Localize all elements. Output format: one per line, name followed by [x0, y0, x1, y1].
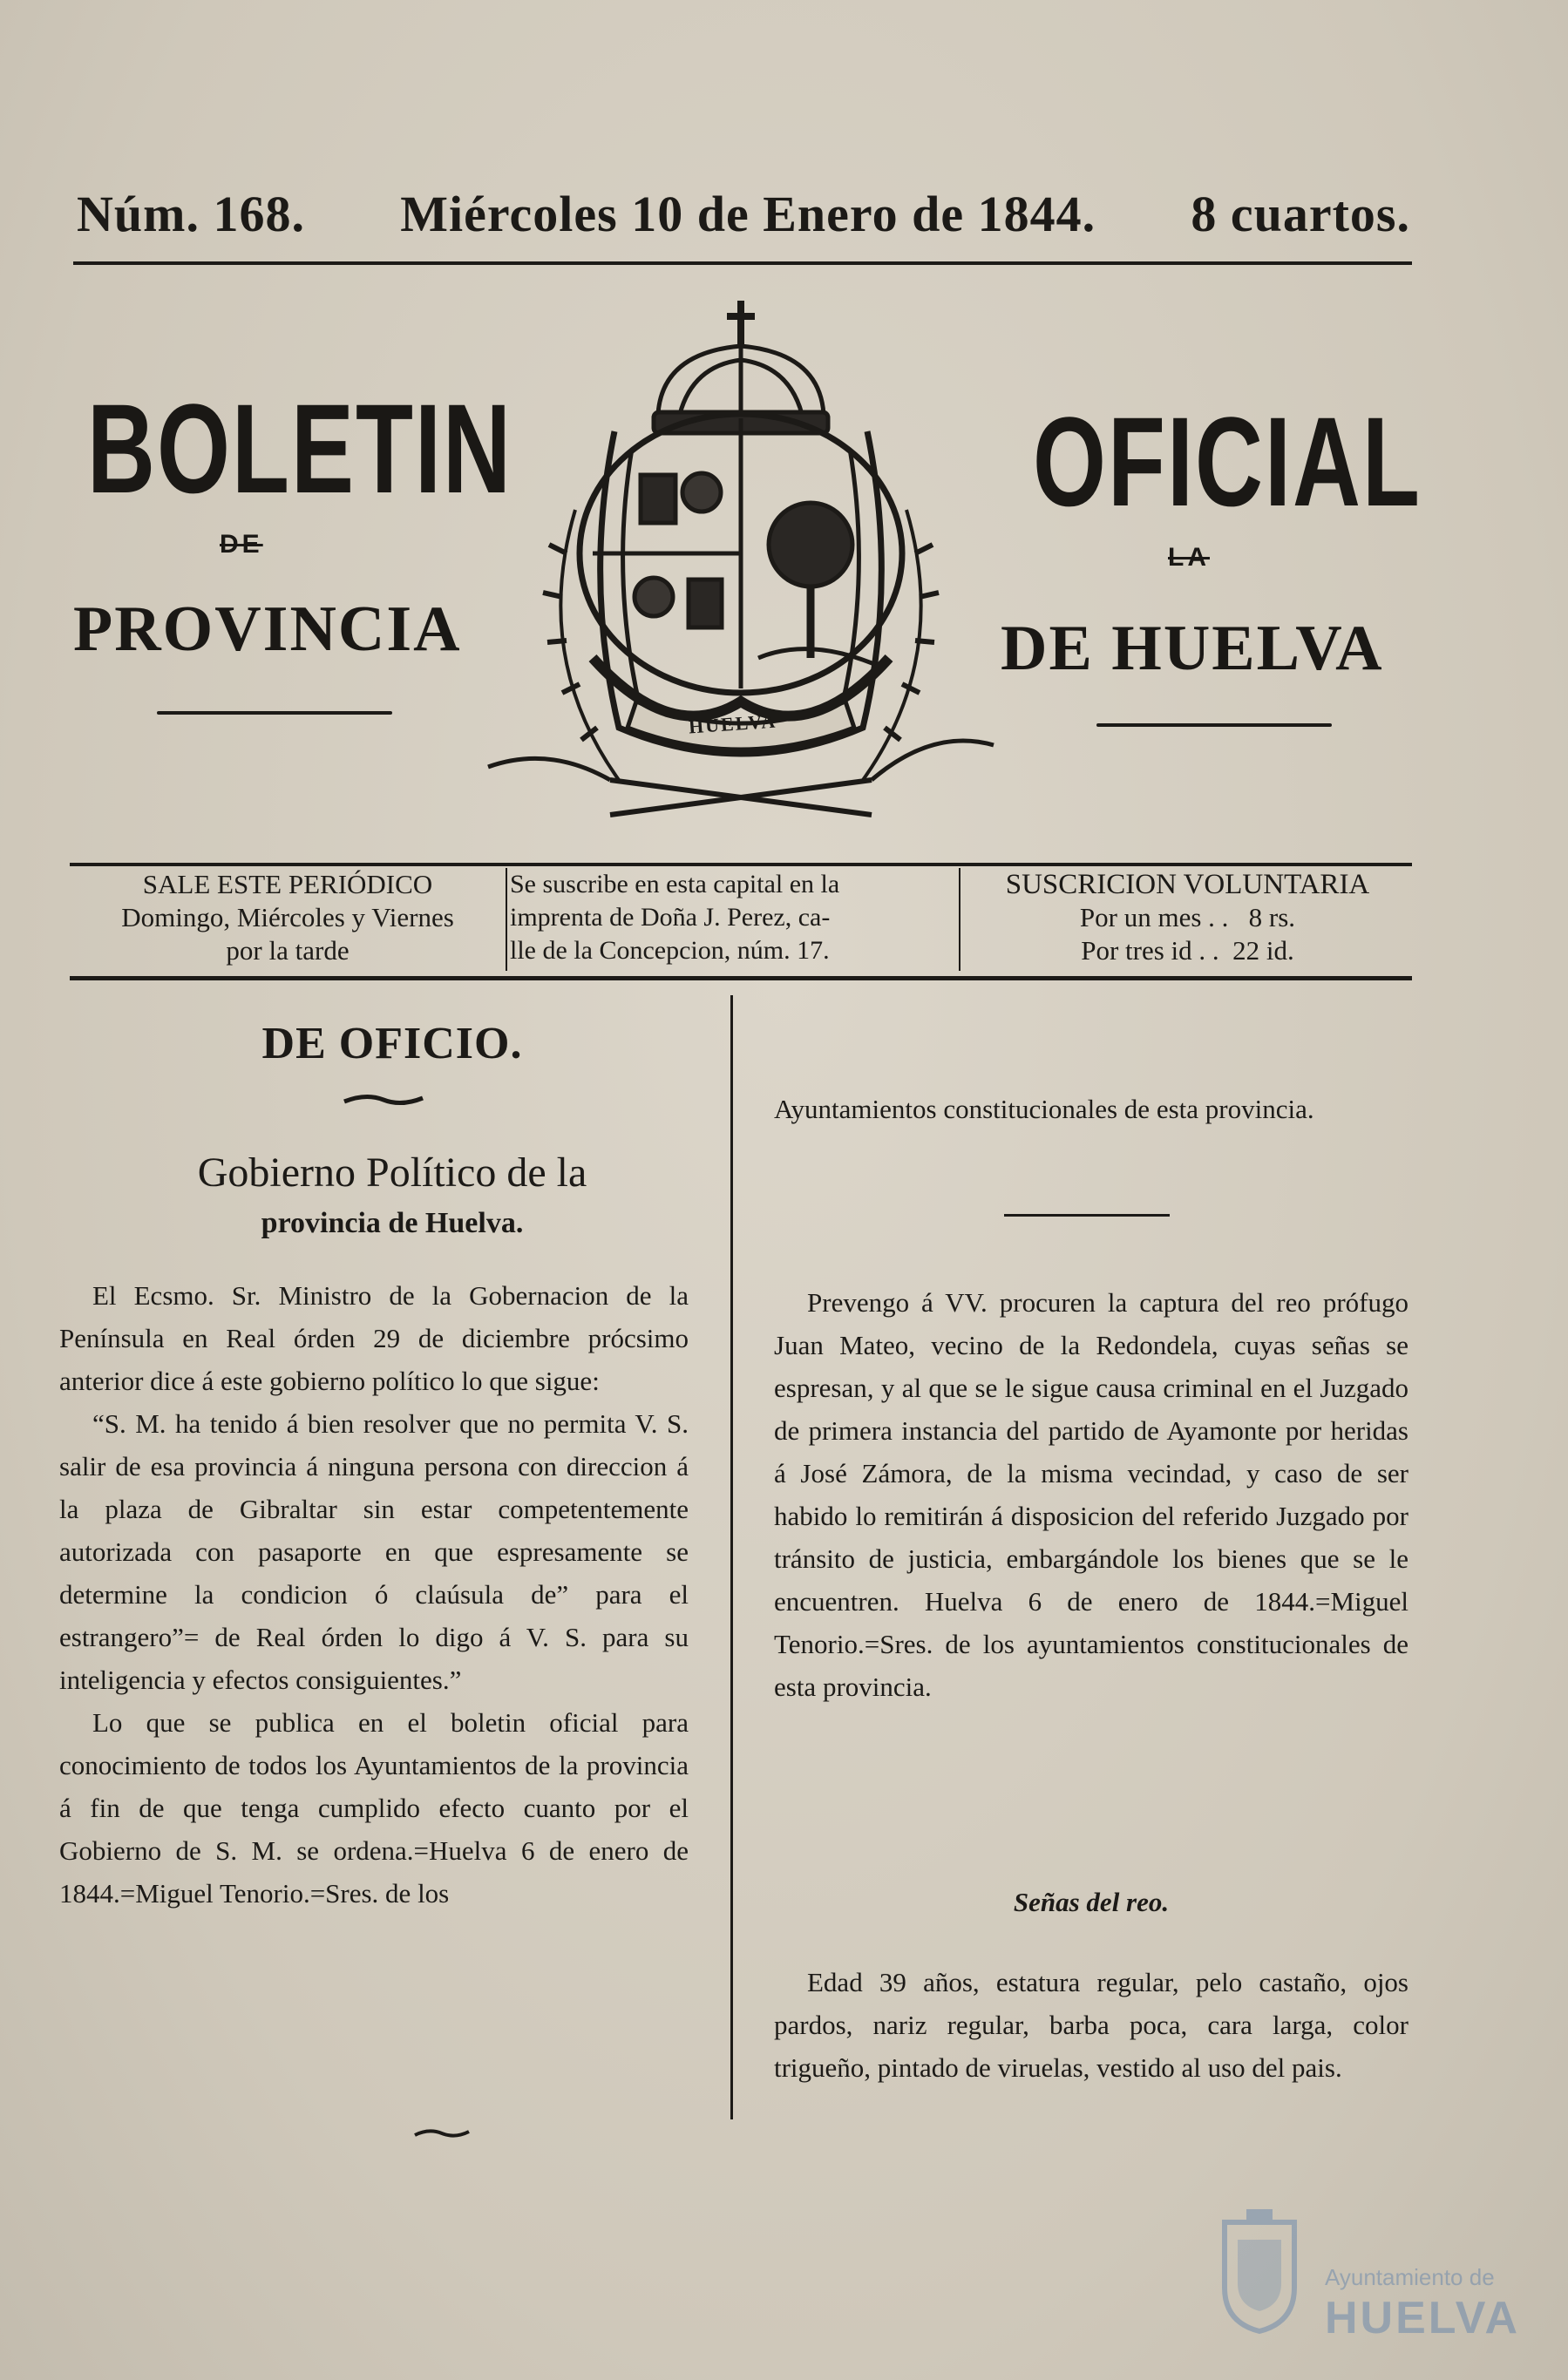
footer-ornament-icon — [411, 2126, 472, 2140]
left-paragraph: Lo que se publica en el boletin oficial para conocimiento de todos los Ayuntamientos de la provincia á fin de que tenga cumplido efecto cuanto por el Gobierno de S. M. se ordena.=Huelva 6 de enero de 1844.=Miguel Tenorio.=Sres. de los — [59, 1707, 689, 1909]
subscription-box — [70, 863, 1412, 985]
sub-col-schedule-title: SALE ESTE PERIÓDICO — [142, 869, 433, 899]
column-divider — [730, 995, 733, 2119]
masthead-oficial: OFICIAL — [1033, 390, 1422, 533]
shield-banner-text: HUELVA — [688, 709, 777, 738]
sub-col-schedule-line: Domingo, Miércoles y Viernes — [121, 902, 454, 932]
right-paragraph: Edad 39 años, estatura regular, pelo castaño, ojos pardos, nariz regular, barba poca, cara larga, color trigueño, pintado de viruelas, vestido al uso del pais. — [774, 1967, 1408, 2083]
watermark-line1: Ayuntamiento de — [1325, 2264, 1495, 2290]
sub-col-address — [510, 868, 956, 967]
right-paragraph: Prevengo á VV. procuren la captura del reo prófugo Juan Mateo, vecino de la Redondela, cuyas señas se espresan, y al que se le sigue causa criminal en el Juzgado de primera instancia del partido de Ayamonte por heridas á José Zámora, de la misma vecindad, y caso de ser habido lo remitirán á disposicion del referido Juzgado por tránsito de justicia, embargándole los bienes que se le encuentren. Huelva 6 de enero de 1844.=Miguel Tenorio.=Sres. de los ayuntamientos constitucionales de esta provincia. — [774, 1287, 1408, 1702]
issue-header — [77, 185, 1410, 246]
masthead-la: LA — [1168, 543, 1210, 572]
left-paragraph: “S. M. ha tenido á bien resolver que no permita V. S. salir de esa provincia á ninguna persona con direccion á la plaza de Gibraltar sin estar competentemente autorizada con pasaporte en que espresamente se determine la condicion ó claúsula de” para el estrangero”= de Real órden lo digo á V. S. para su inteligencia y efectos consiguientes.” — [59, 1408, 689, 1695]
article-title: Gobierno Político de la — [197, 1149, 587, 1196]
sub-col-address-line: Se suscribe en esta capital en la — [510, 870, 840, 898]
masthead-right-rule — [1096, 723, 1332, 727]
sub-col-address-line: imprenta de Doña J. Perez, ca- — [510, 903, 831, 932]
sub-divider-1 — [506, 868, 507, 971]
article-subtitle: provincia de Huelva. — [261, 1207, 524, 1239]
issue-date: Miércoles 10 de Enero de 1844. — [400, 186, 1096, 242]
issue-number: Núm. 168. — [77, 186, 305, 242]
right-separator — [1004, 1214, 1170, 1217]
left-article-body — [59, 1274, 689, 1915]
right-continuation — [774, 1088, 1408, 1130]
masthead-provincia: PROVINCIA — [73, 593, 462, 665]
sub-top-rule — [70, 863, 1412, 866]
sub-divider-2 — [959, 868, 960, 971]
right-signs-body — [774, 1961, 1408, 2089]
flourish-ornament-icon — [340, 1091, 427, 1109]
right-article-body — [774, 1281, 1408, 1708]
issue-price: 8 cuartos. — [1191, 186, 1410, 242]
sub-bottom-rule — [70, 976, 1412, 980]
header-rule — [73, 261, 1412, 265]
signs-title: Señas del reo. — [1013, 1887, 1170, 1917]
sub-col-price-line: Por tres id . . 22 id. — [1081, 935, 1294, 966]
sub-col-price-title: SUSCRICION VOLUNTARIA — [1005, 869, 1370, 900]
sub-col-price — [963, 868, 1412, 967]
coat-of-arms-icon — [479, 292, 1002, 832]
left-paragraph: El Ecsmo. Sr. Ministro de la Gobernacion de la Península en Real órden 29 de diciembre prócsimo anterior dice á este gobierno político lo que sigue: — [59, 1280, 689, 1396]
masthead-boletin: BOLETIN — [87, 376, 512, 520]
section-heading: DE OFICIO. — [261, 1019, 523, 1068]
right-continuation-text: Ayuntamientos constitucionales de esta provincia. — [774, 1094, 1314, 1124]
sub-col-schedule — [70, 868, 506, 967]
sub-col-schedule-line: por la tarde — [226, 935, 350, 966]
masthead-de-huelva: DE HUELVA — [1001, 613, 1384, 684]
sub-col-address-line: lle de la Concepcion, núm. 17. — [510, 936, 830, 965]
masthead-de: DE — [220, 530, 263, 559]
masthead-left-rule — [157, 711, 392, 715]
sub-col-price-line: Por un mes . . 8 rs. — [1079, 902, 1296, 932]
city-shield-icon — [1207, 2205, 1312, 2336]
watermark-line2: HUELVA — [1325, 2293, 1521, 2343]
